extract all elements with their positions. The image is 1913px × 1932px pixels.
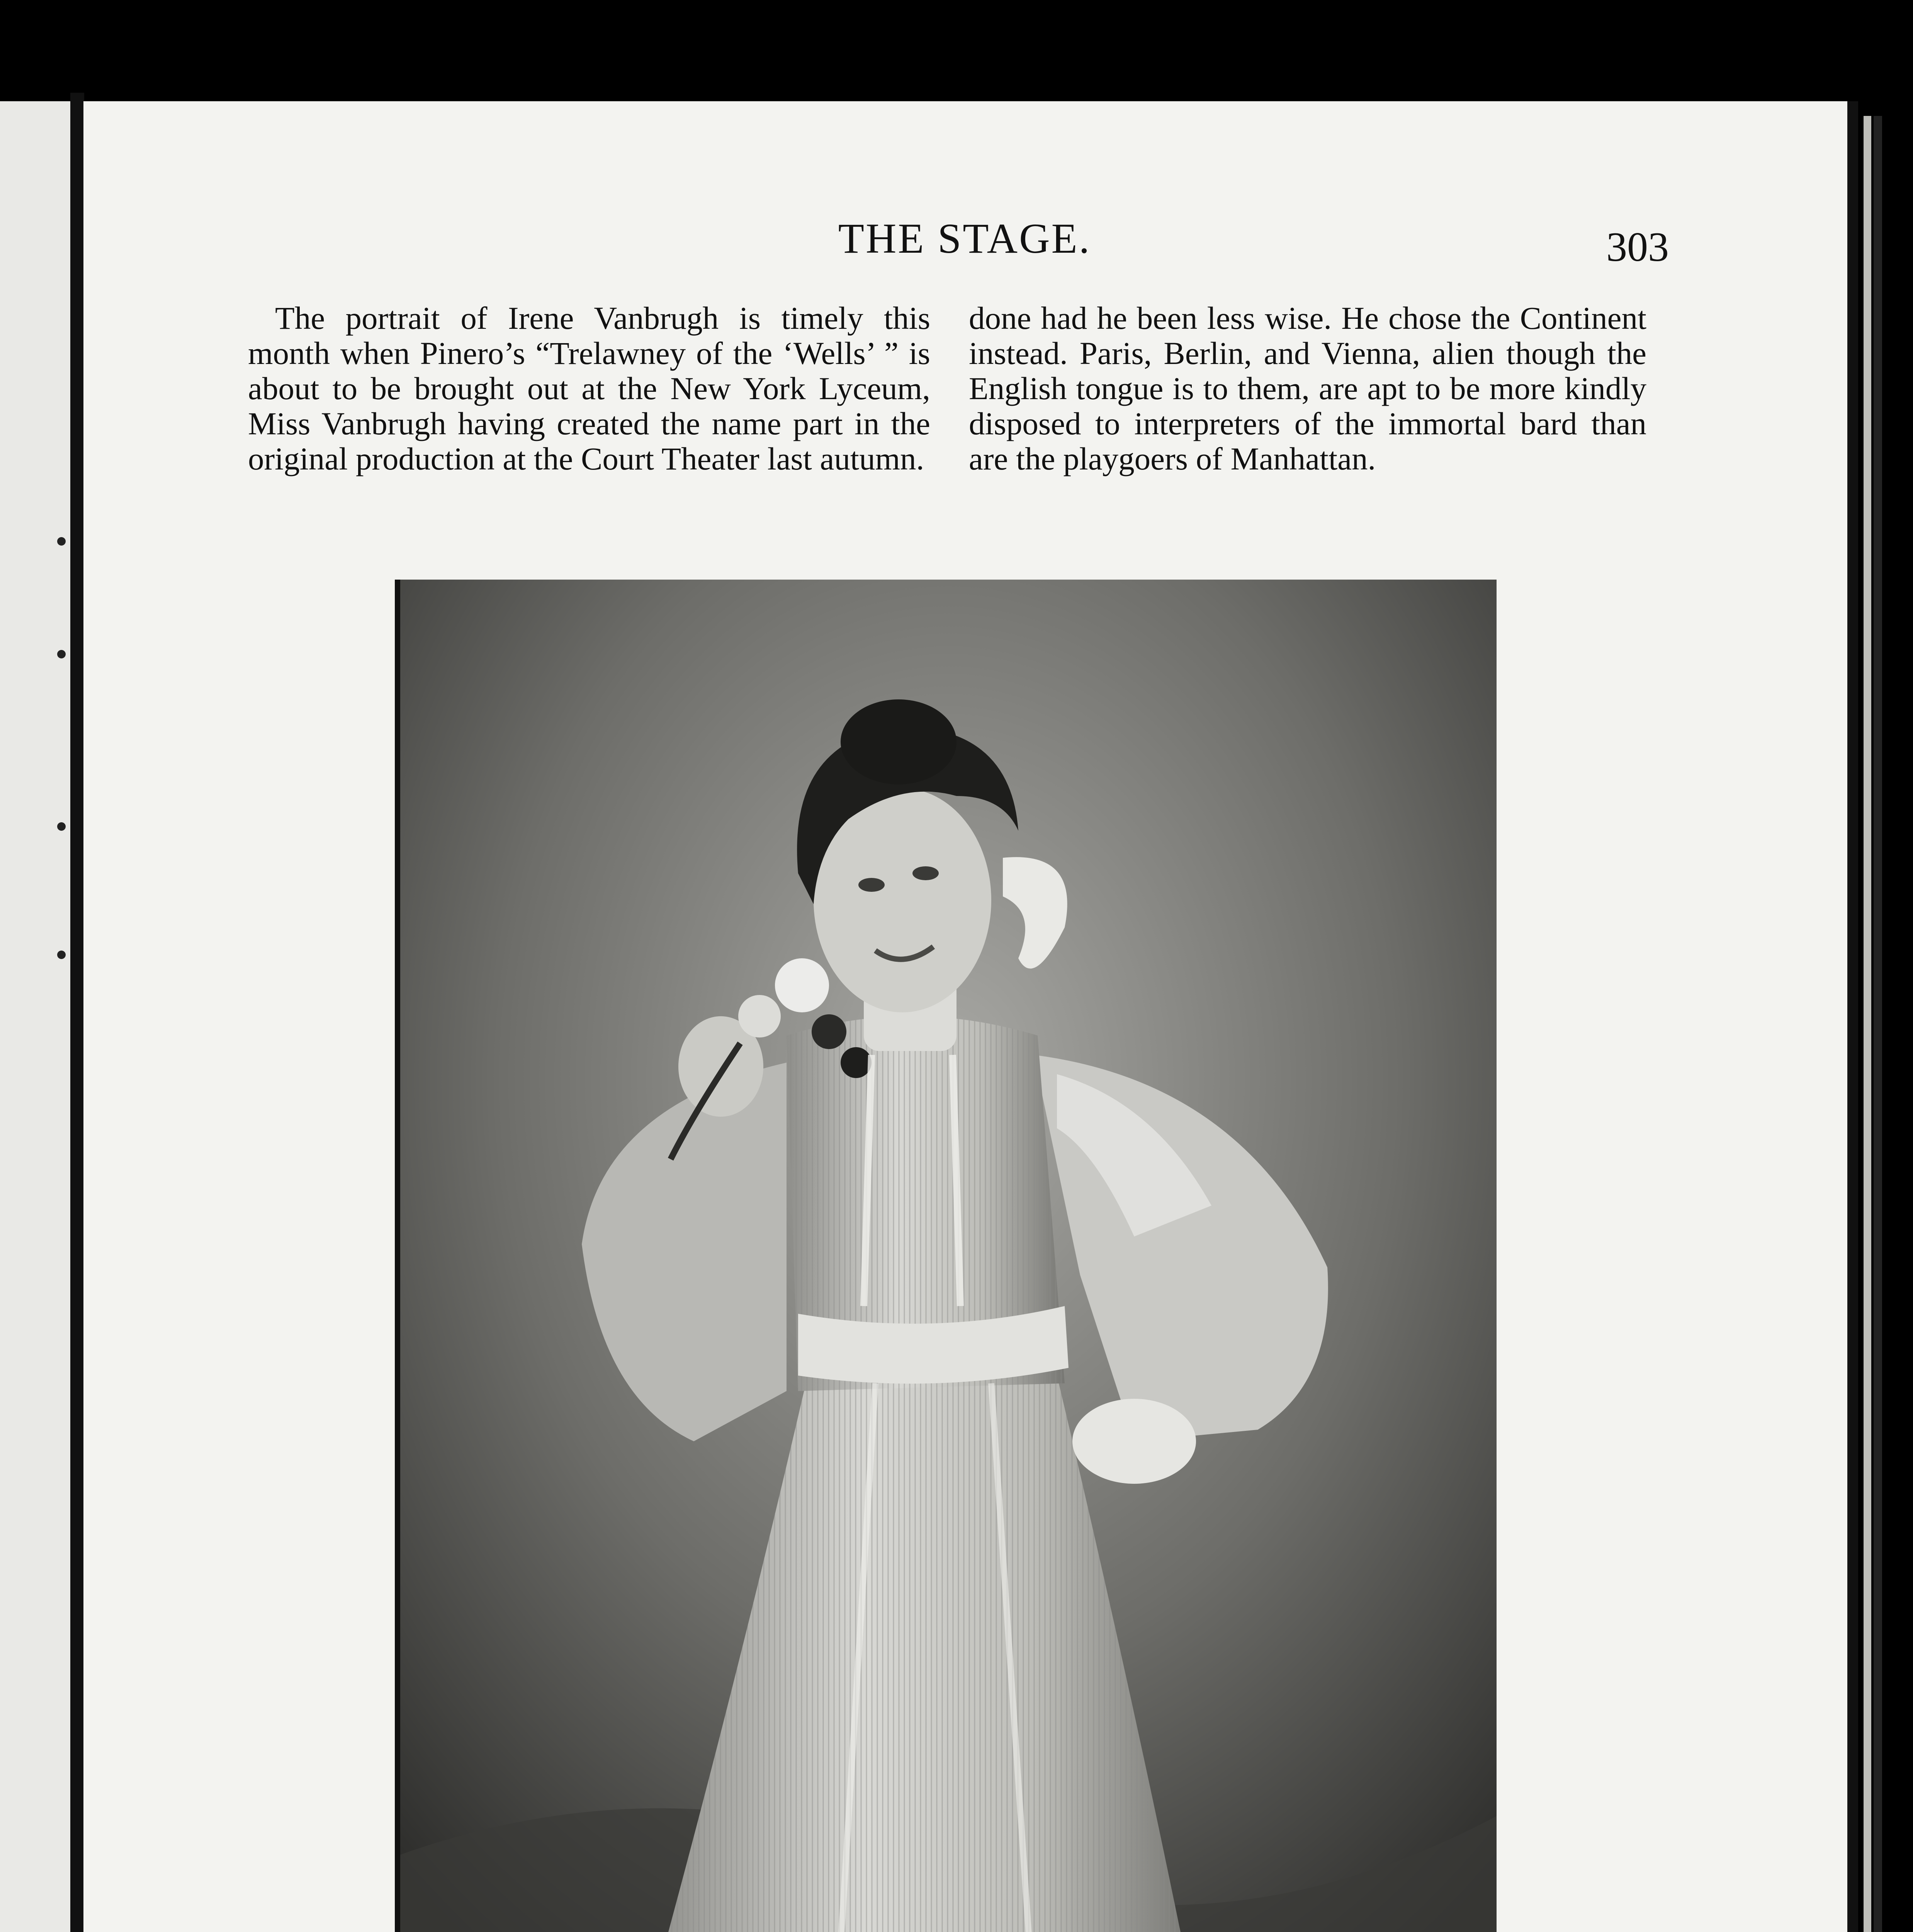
portrait-image <box>400 580 1497 1932</box>
left-page-mark <box>57 822 66 831</box>
left-page-mark <box>57 951 66 959</box>
page-edge-stack <box>1864 116 1871 1932</box>
book-gutter <box>70 93 84 1932</box>
left-page-mark <box>57 537 66 546</box>
paragraph: The portrait of Irene Vanbrugh is timely this month when Pinero’s “Trelawney of the ‘Wells’ ” is about to be brought out at the New York Lyceum, Miss Vanbrugh having created the name part in the original production at the Court Theater last autumn. <box>248 300 930 476</box>
portrait-photograph <box>395 580 1497 1932</box>
lace-cuff <box>1072 1399 1196 1484</box>
top-left-column <box>248 301 930 476</box>
page-number: 303 <box>1606 224 1669 270</box>
page-edge-shadow <box>1847 101 1858 1932</box>
top-right-column <box>969 301 1646 476</box>
rose-flower <box>775 958 829 1012</box>
left-page-mark <box>57 650 66 658</box>
page-edge-shadow <box>1874 116 1882 1932</box>
paragraph: done had he been less wise. He chose the Continent instead. Paris, Berlin, and Vienna, alien though the English tongue is to them, are apt to be more kindly disposed to interpreters of the immortal bard than are the playgoers of Manhattan. <box>969 300 1646 476</box>
running-head: THE STAGE. <box>838 215 1091 262</box>
left-page-edge <box>0 101 77 1932</box>
